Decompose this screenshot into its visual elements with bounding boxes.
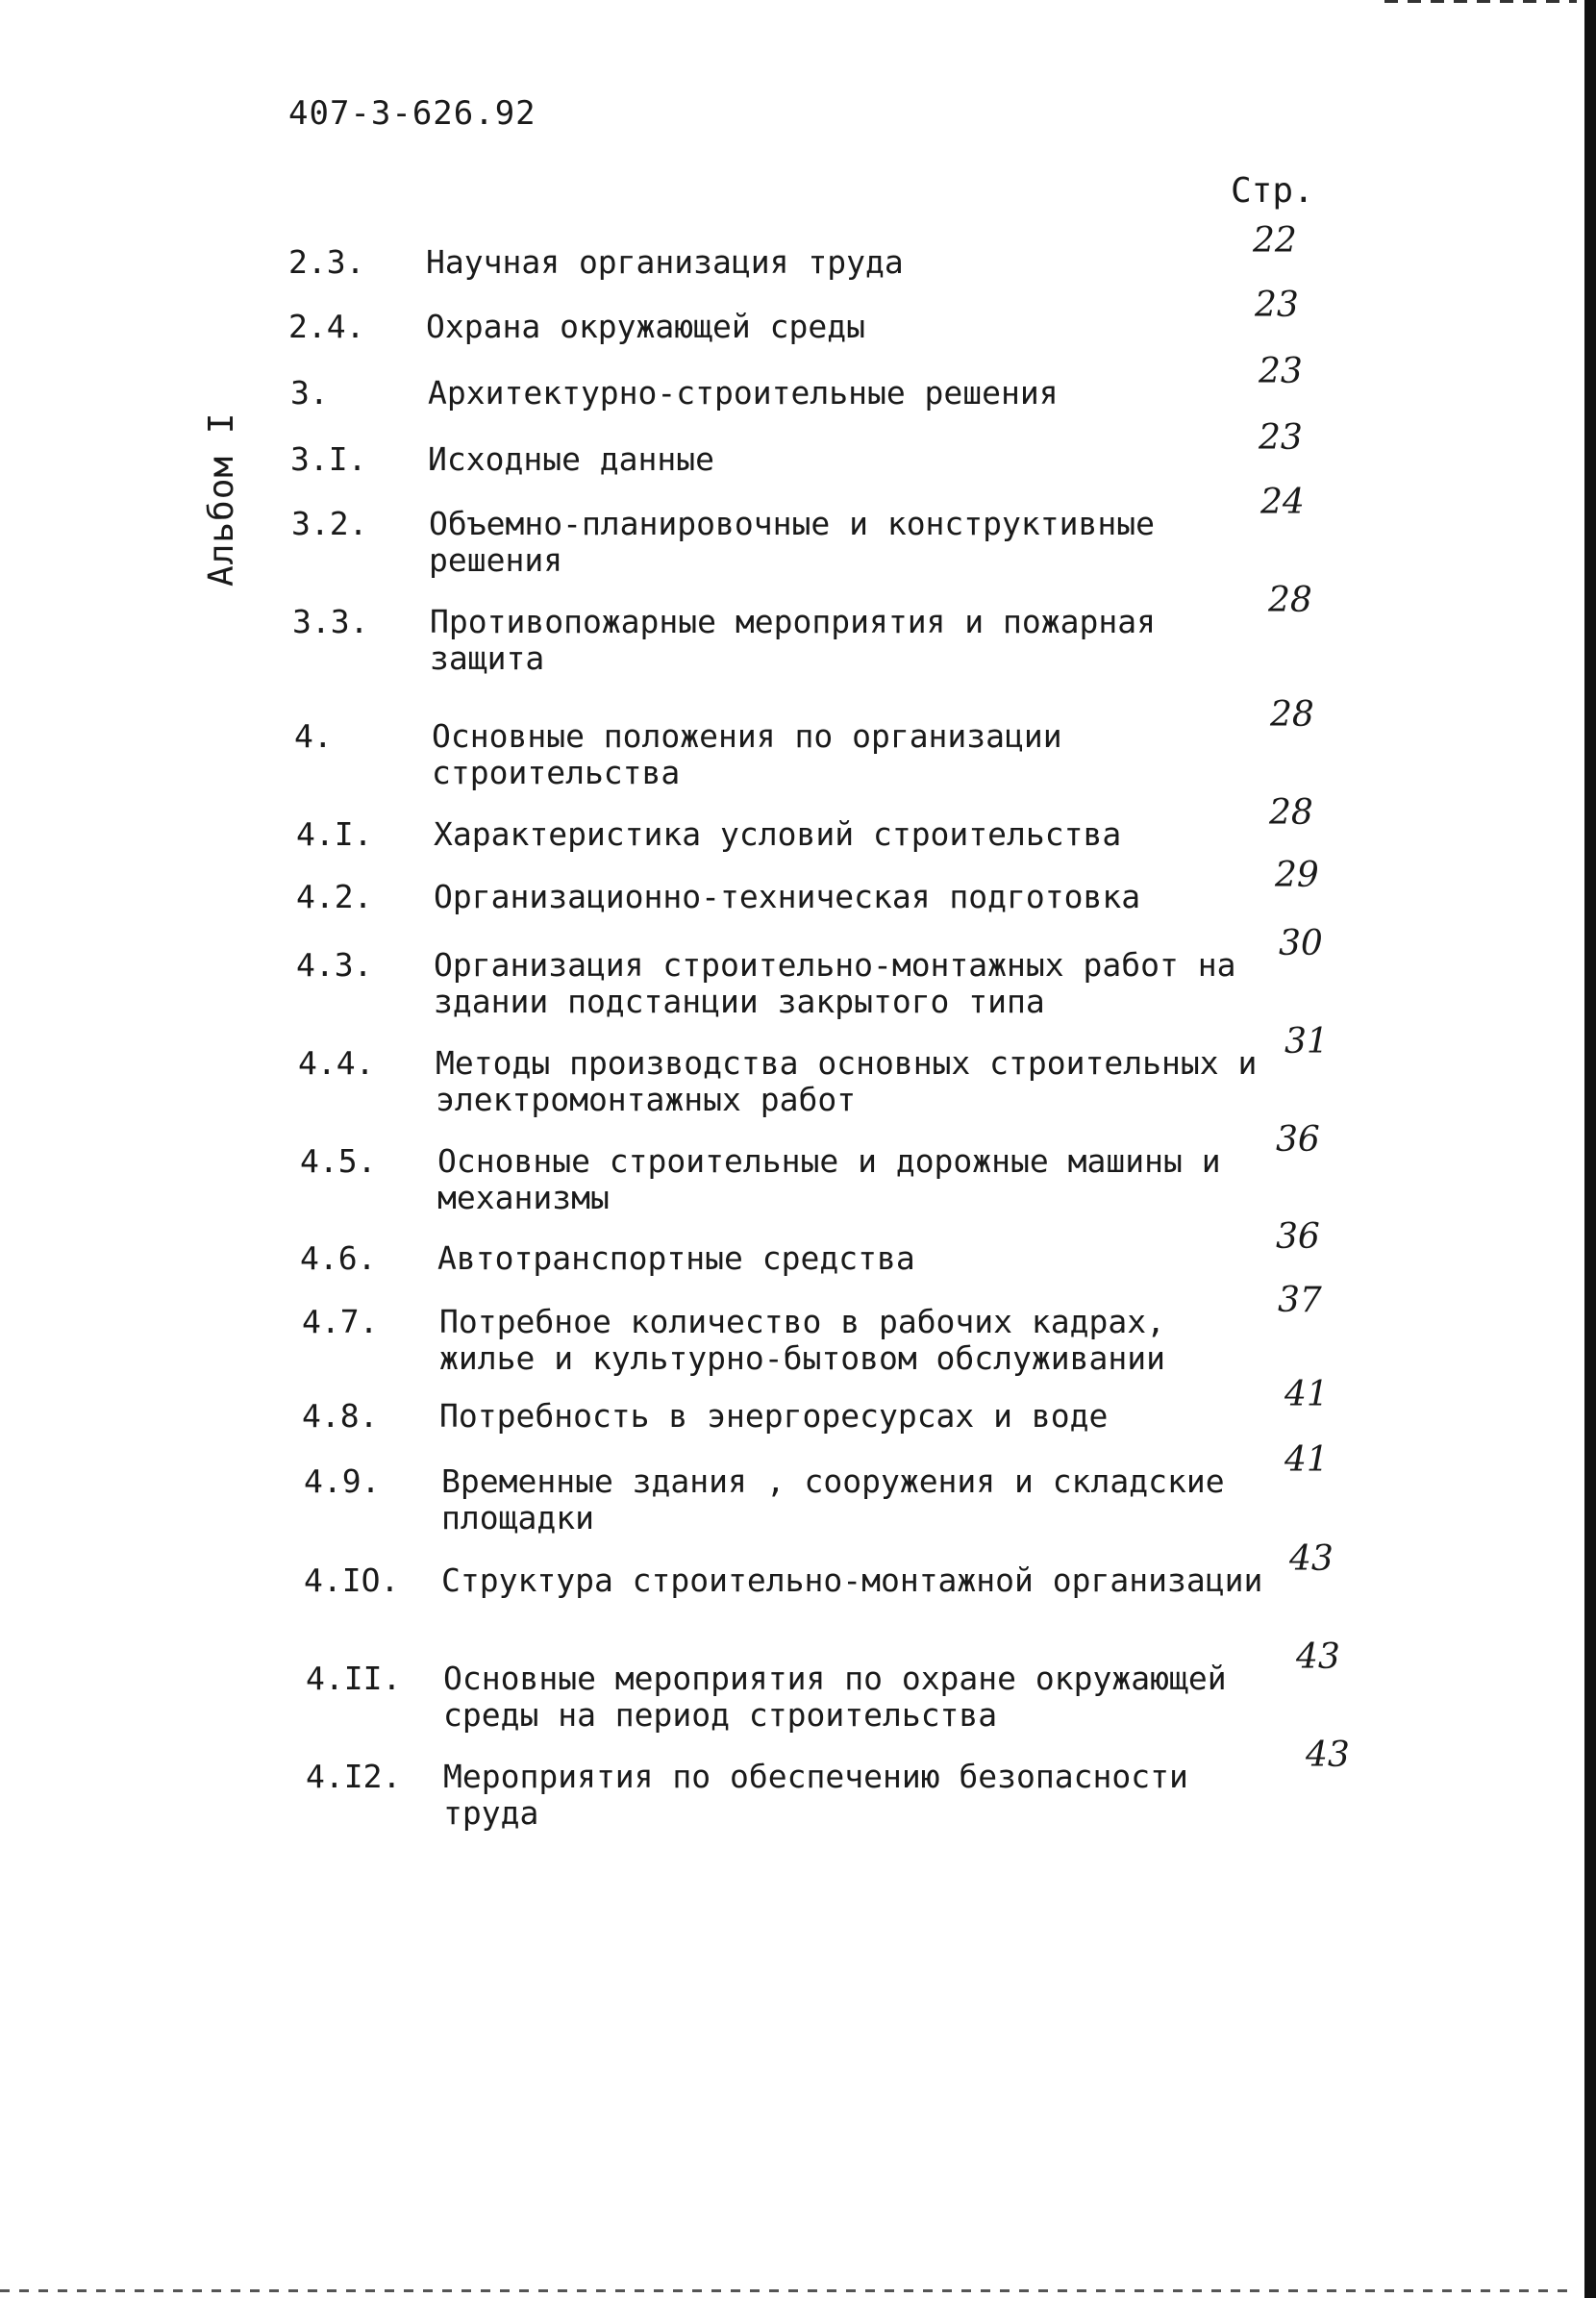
toc-entry-page: 29 bbox=[1275, 856, 1319, 895]
toc-entry-page: 41 bbox=[1284, 1375, 1329, 1414]
toc-entry-number: 4.2. bbox=[296, 878, 373, 915]
toc-entry-number: 3. bbox=[290, 374, 329, 412]
toc-entry-number: 3.2. bbox=[291, 505, 368, 542]
toc-entry-title: Основные положения по организации строительства bbox=[432, 717, 1062, 791]
toc-entry-title: Характеристика условий строительства bbox=[434, 815, 1122, 853]
toc-entry-number: 2.3. bbox=[288, 243, 365, 281]
toc-entry-title: Организация строительно-монтажных работ на здании подстанции закрытого типа bbox=[434, 946, 1236, 1020]
toc-entry-number: 4.5. bbox=[300, 1142, 377, 1180]
toc-entry-number: 4.9. bbox=[304, 1462, 381, 1500]
toc-entry-title: Мероприятия по обеспечению безопасности труда bbox=[443, 1758, 1188, 1832]
toc-entry-page: 31 bbox=[1284, 1022, 1329, 1062]
toc-entry-title: Потребность в энергоресурсах и воде bbox=[439, 1397, 1109, 1435]
toc-entry-title: Структура строительно-монтажной организации bbox=[441, 1561, 1263, 1599]
toc-entry-page: 28 bbox=[1269, 793, 1313, 833]
toc-entry-title: Основные мероприятия по охране окружающей среды на период строительства bbox=[443, 1660, 1227, 1734]
toc-entry-number: 4.6. bbox=[300, 1239, 377, 1277]
toc-entry-title: Исходные данные bbox=[428, 440, 715, 478]
toc-entry-title: Научная организация труда bbox=[426, 243, 904, 281]
toc-entry-title: Организационно-техническая подготовка bbox=[434, 878, 1141, 915]
toc-entry-page: 23 bbox=[1255, 286, 1299, 325]
toc-entry-number: 3.I. bbox=[290, 440, 367, 478]
toc-entry-title: Объемно-планировочные и конструктивные решения bbox=[429, 505, 1155, 579]
toc-entry-page: 36 bbox=[1276, 1120, 1320, 1160]
toc-entry-page: 43 bbox=[1289, 1539, 1334, 1579]
toc-entry-number: 4.8. bbox=[302, 1397, 379, 1435]
toc-entry-page: 43 bbox=[1296, 1637, 1340, 1677]
toc-entry-title: Методы производства основных строительных и электромонтажных работ bbox=[436, 1044, 1258, 1118]
toc-entry-number: 4.7. bbox=[302, 1303, 379, 1340]
toc-entry-page: 28 bbox=[1268, 581, 1312, 620]
toc-entry-page: 23 bbox=[1259, 418, 1303, 458]
toc-entry-number: 4.I. bbox=[296, 815, 373, 853]
toc-entry-page: 28 bbox=[1270, 695, 1314, 735]
toc-entry-title: Потребное количество в рабочих кадрах, жилье и культурно-бытовом обслуживании bbox=[439, 1303, 1165, 1377]
toc-entry-title: Автотранспортные средства bbox=[437, 1239, 915, 1277]
toc-entry-title: Архитектурно-строительные решения bbox=[428, 374, 1059, 412]
toc-entry-page: 43 bbox=[1306, 1736, 1350, 1775]
toc-entry-number: 4. bbox=[294, 717, 333, 755]
toc-entry-page: 23 bbox=[1259, 352, 1303, 391]
toc-entry-page: 41 bbox=[1284, 1440, 1329, 1480]
toc-entry-title: Основные строительные и дорожные машины и механизмы bbox=[437, 1142, 1221, 1216]
toc-entry-title: Временные здания , сооружения и складские площадки bbox=[441, 1462, 1225, 1536]
page-column-header: Стр. bbox=[1231, 171, 1314, 211]
scan-artifact-bottom bbox=[0, 2289, 1577, 2292]
toc-entry-number: 2.4. bbox=[288, 308, 365, 345]
toc-entry-number: 4.4. bbox=[298, 1044, 375, 1082]
album-label: Альбом I bbox=[202, 412, 241, 587]
scan-border-right bbox=[1584, 0, 1596, 2298]
toc-entry-page: 36 bbox=[1276, 1217, 1320, 1257]
toc-entry-number: 4.II. bbox=[306, 1660, 402, 1697]
toc-entry-number: 4.3. bbox=[296, 946, 373, 984]
toc-entry-page: 24 bbox=[1260, 483, 1305, 522]
toc-entry-number: 4.IO. bbox=[304, 1561, 400, 1599]
toc-entry-title: Охрана окружающей среды bbox=[426, 308, 865, 345]
toc-entry-number: 4.I2. bbox=[306, 1758, 402, 1795]
toc-entry-number: 3.3. bbox=[292, 603, 369, 640]
toc-entry-page: 22 bbox=[1253, 221, 1297, 261]
toc-entry-page: 37 bbox=[1278, 1281, 1322, 1320]
toc-entry-title: Противопожарные мероприятия и пожарная защита bbox=[430, 603, 1156, 677]
scan-artifact-top bbox=[1384, 0, 1577, 3]
toc-entry-page: 30 bbox=[1279, 924, 1323, 963]
document-code: 407-3-626.92 bbox=[288, 94, 536, 133]
